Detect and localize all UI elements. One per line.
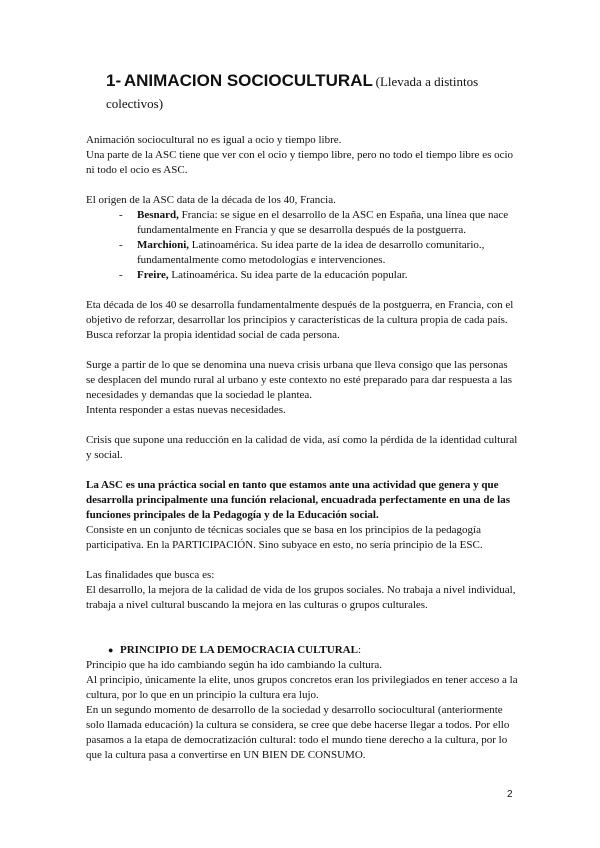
paragraph: Crisis que supone una reducción en la calidad de vida, así como la pérdida de la identidad cultural y social. — [86, 434, 518, 461]
section-heading — [106, 70, 518, 115]
author-description: Latinoamérica. Su idea parte de la educación popular. — [168, 269, 408, 281]
paragraph: El origen de la ASC data de la década de los 40, Francia. — [86, 194, 336, 206]
list-item — [119, 268, 518, 283]
list-item — [119, 208, 518, 238]
page-content — [86, 70, 518, 763]
paragraph: Al principio, únicamente la elite, unos grupos concretos eran los privilegiados en tener acceso a la cultura, por lo que en un principio la cultura era lujo. — [86, 674, 518, 701]
paragraph: Intenta responder a estas nuevas necesidades. — [86, 404, 286, 416]
paragraph: Surge a partir de lo que se denomina una nueva crisis urbana que lleva consigo que las personas se desplacen del mundo rural al urbano y este contexto no esté preparado para dar respuesta a las necesidades y demandas que la sociedad le plantea. — [86, 359, 513, 401]
author-name: Besnard, — [137, 209, 179, 221]
heading-number: 1- — [106, 71, 122, 90]
author-description: Francia: se sigue en el desarrollo de la ASC en España, una línea que nace fundamentalmente en Francia y que se desarrolla después de la postguerra. — [137, 209, 509, 236]
dash-marker: - — [119, 239, 123, 251]
paragraph: Animación sociocultural no es igual a ocio y tiempo libre. — [86, 134, 342, 146]
bullet-icon: ● — [108, 645, 114, 655]
paragraph: Las finalidades que busca es: — [86, 569, 215, 581]
definition-paragraph — [86, 478, 518, 523]
paragraph: Consiste en un conjunto de técnicas sociales que se basa en los principios de la pedagogía participativa. En la PARTICIPACIÓN. Sino subyace en esto, no sería principio de la ESC. — [86, 524, 483, 551]
principle-heading — [86, 643, 518, 658]
author-name: Marchioni, — [137, 239, 190, 251]
dash-marker: - — [119, 209, 123, 221]
author-name: Freire, — [137, 269, 169, 281]
author-description: Latinoamérica. Su idea parte de la idea de desarrollo comunitario., fundamentalmente como metodologías e intervenciones. — [137, 239, 485, 266]
page-number: 2 — [507, 789, 513, 800]
paragraph: En un segundo momento de desarrollo de la sociedad y desarrollo sociocultural (anteriormente solo llamada educación) la cultura se considera, se cree que debe hacerse llegar a todos. Por ello pasamos a la etapa de democratización cultural: todo el mundo tiene derecho a la cultura, por lo que la cultura pasa a convertirse en UN BIEN DE CONSUMO. — [86, 704, 510, 761]
principle-title: PRINCIPIO DE LA DEMOCRACIA CULTURAL — [120, 644, 358, 656]
principle-colon: : — [357, 644, 362, 656]
paragraph: Eta década de los 40 se desarrolla fundamentalmente después de la postguerra, en Francia, con el objetivo de reforzar, desarrollar los principios y características de la cultura propia de cada país. Busca reforzar la propia identidad social de cada persona. — [86, 299, 514, 341]
paragraph: Principio que ha ido cambiando según ha ido cambiando la cultura. — [86, 659, 383, 671]
dash-marker: - — [119, 269, 123, 281]
origins-list — [86, 208, 518, 283]
paragraph: Una parte de la ASC tiene que ver con el ocio y tiempo libre, pero no todo el tiempo libre es ocio ni todo el ocio es ASC. — [86, 149, 514, 176]
heading-title: ANIMACION SOCIOCULTURAL — [123, 71, 373, 90]
definition-text: La ASC es una práctica social en tanto que estamos ante una actividad que genera y que desarrolla principalmente una función relacional, encuadrada perfectamente en una de las funciones principales de la Pedagogía y de la Educación social. — [86, 479, 510, 521]
heading-subtitle: (Llevada a distintos colectivos) — [106, 74, 479, 111]
list-item — [119, 238, 518, 268]
paragraph: El desarrollo, la mejora de la calidad de vida de los grupos sociales. No trabaja a nivel individual, trabaja a nivel cultural buscando la mejora en las culturas o grupos culturales. — [86, 584, 516, 611]
